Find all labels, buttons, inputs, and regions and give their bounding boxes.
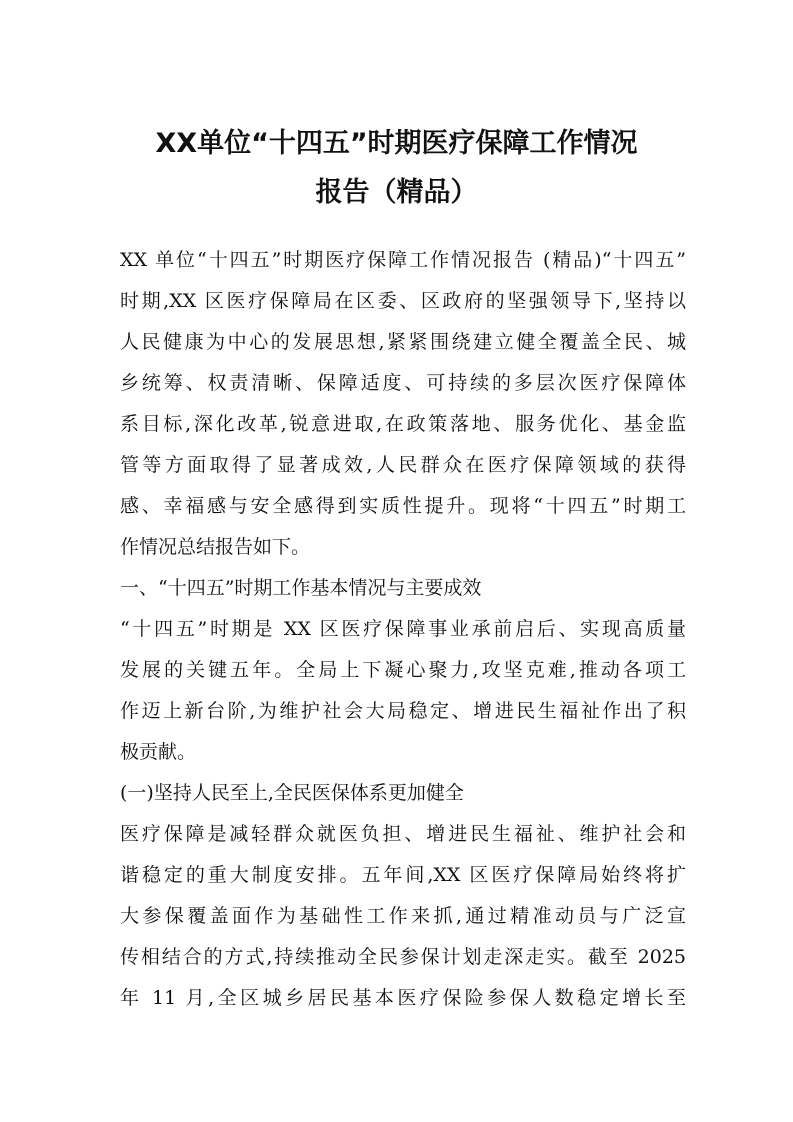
body-line: 作情况总结报告如下。	[120, 536, 311, 558]
body-line: 感、幸福感与安全感得到实质性提升。现将“十四五”时期工	[120, 495, 686, 517]
body-line: 谐稳定的重大制度安排。五年间,XX 区医疗保障局始终将扩	[120, 864, 686, 886]
body-line: 医疗保障是减轻群众就医负担、增进民生福祉、维护社会和	[120, 823, 686, 845]
body-line: 乡统筹、权责清晰、保障适度、可持续的多层次医疗保障体	[120, 372, 686, 394]
document-title-line-1: XX单位“十四五”时期医疗保障工作情况	[155, 128, 638, 159]
body-line: 人民健康为中心的发展思想,紧紧围绕建立健全覆盖全民、城	[120, 331, 686, 353]
body-line: XX 单位“十四五”时期医疗保障工作情况报告 (精品)“十四五”	[120, 249, 686, 271]
body-line: 时期,XX 区医疗保障局在区委、区政府的坚强领导下,坚持以	[120, 290, 686, 312]
subsection-heading: (一)坚持人民至上,全民医保体系更加健全	[120, 782, 464, 804]
body-line: 管等方面取得了显著成效,人民群众在医疗保障领域的获得	[120, 454, 686, 476]
body-line: 大参保覆盖面作为基础性工作来抓,通过精准动员与广泛宣	[120, 905, 686, 927]
section-heading: 一、“十四五”时期工作基本情况与主要成效	[120, 577, 482, 599]
body-line: “十四五”时期是 XX 区医疗保障事业承前启后、实现高质量	[120, 618, 686, 640]
body-line: 系目标,深化改革,锐意进取,在政策落地、服务优化、基金监	[120, 413, 686, 435]
body-line: 发展的关键五年。全局上下凝心聚力,攻坚克难,推动各项工	[120, 659, 686, 681]
body-line: 年 11 月,全区城乡居民基本医疗保险参保人数稳定增长至	[120, 987, 686, 1009]
document-title-line-2: 报告（精品）	[315, 177, 478, 208]
body-line: 传相结合的方式,持续推动全民参保计划走深走实。截至 2025	[120, 946, 686, 968]
body-line: 极贡献。	[120, 741, 197, 763]
body-line: 作迈上新台阶,为维护社会大局稳定、增进民生福祉作出了积	[120, 700, 686, 722]
